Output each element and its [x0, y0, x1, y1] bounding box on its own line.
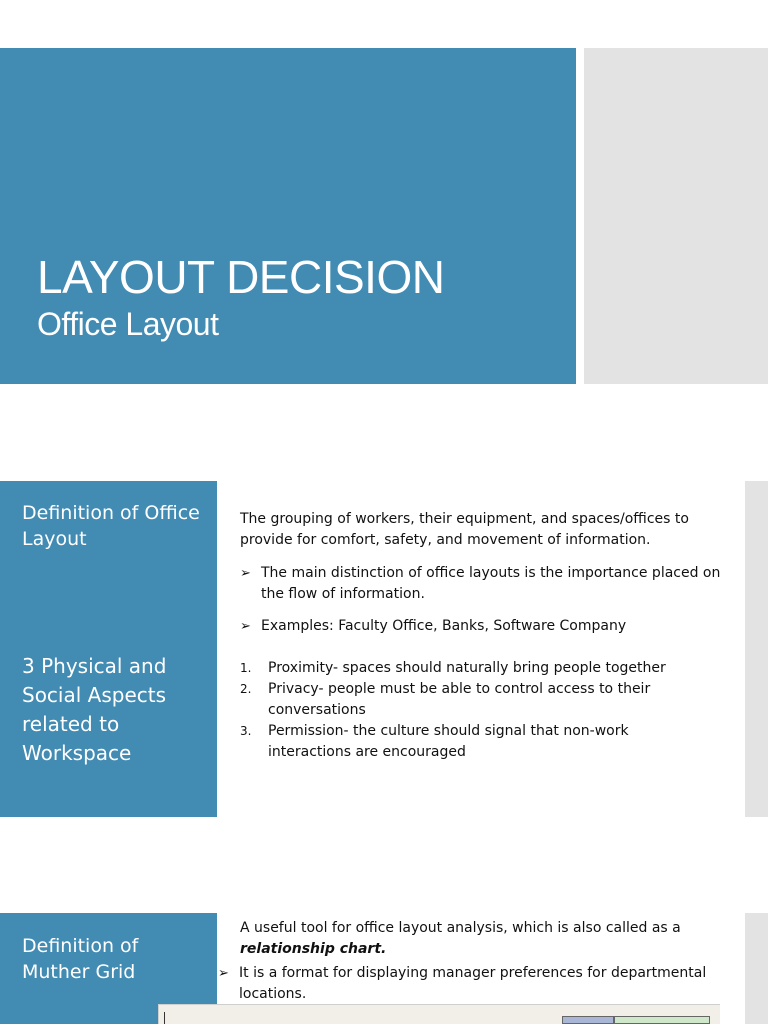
bullet-item	[240, 616, 725, 637]
list-number: 3.	[240, 724, 252, 738]
arrow-bullet-icon: ➢	[240, 566, 251, 581]
list-number: 1.	[240, 661, 252, 675]
slide-subtitle: Office Layout	[37, 306, 219, 342]
chart-header-cell	[614, 1016, 710, 1024]
list-text: Proximity- spaces should naturally bring people together	[268, 660, 666, 676]
arrow-bullet-icon: ➢	[240, 619, 251, 634]
arrow-bullet-icon: ➢	[218, 966, 229, 981]
muther-grid-right-strip	[745, 913, 768, 1024]
list-number: 2.	[240, 682, 252, 696]
list-text: Permission- the culture should signal that non-work interactions are encouraged	[268, 723, 629, 760]
bullet-item	[240, 563, 725, 605]
office-layout-definition: The grouping of workers, their equipment, and spaces/offices to provide for comfort, safety, and movement of information.	[240, 511, 689, 548]
office-layout-right-strip	[745, 481, 768, 817]
list-item	[240, 679, 710, 721]
chart-header-cell	[562, 1016, 614, 1024]
office-layout-heading: Definition of Office Layout	[22, 502, 200, 550]
list-text: Privacy- people must be able to control access to their conversations	[268, 681, 651, 718]
title-slide-side-panel	[584, 48, 768, 384]
definition-text: A useful tool for office layout analysis, which is also called as a	[240, 920, 681, 936]
muther-grid-definition	[240, 918, 730, 960]
bullet-item	[218, 963, 728, 1005]
slide-title: LAYOUT DECISION	[37, 251, 445, 303]
bullet-text: The main distinction of office layouts is the importance placed on the flow of information.	[261, 565, 721, 602]
muther-grid-heading: Definition of Muther Grid	[22, 935, 139, 983]
chart-border-line	[164, 1012, 165, 1024]
bullet-text: Examples: Faculty Office, Banks, Software Company	[261, 618, 627, 634]
list-item	[240, 721, 710, 763]
list-item	[240, 658, 710, 679]
aspects-heading: 3 Physical and Social Aspects related to Workspace	[22, 654, 167, 765]
aspects-list	[240, 658, 710, 763]
definition-emphasis: relationship chart.	[240, 941, 387, 957]
bullet-text: It is a format for displaying manager preferences for departmental locations.	[239, 965, 707, 1002]
